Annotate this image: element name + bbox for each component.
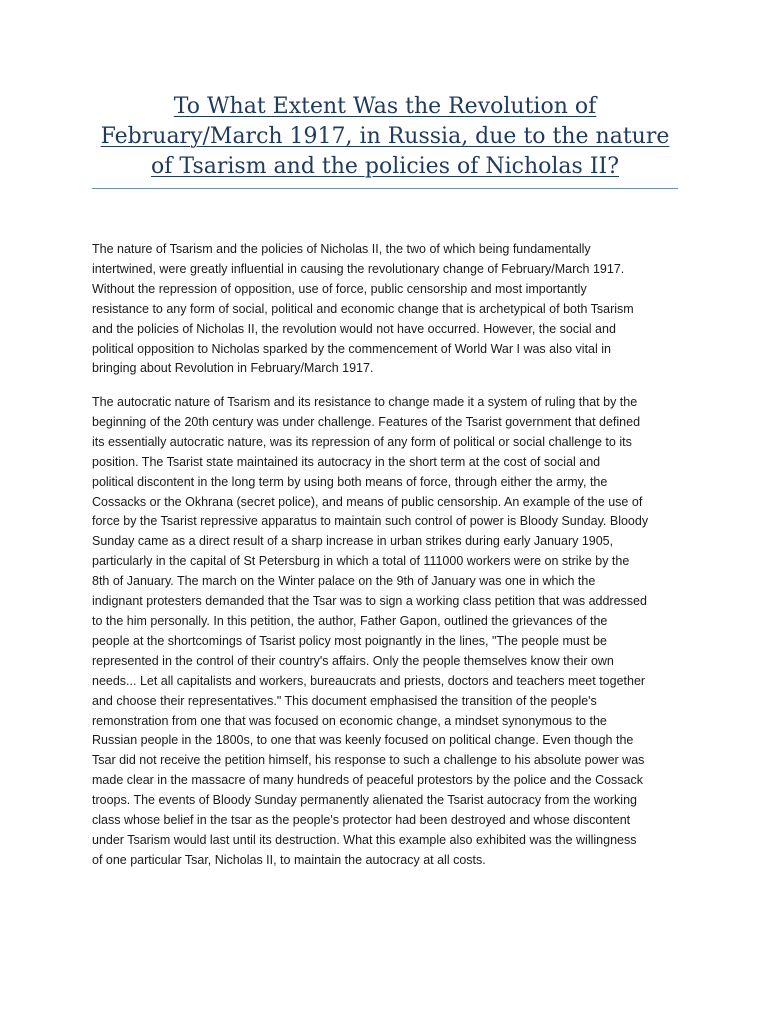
paragraph-line: to the him personally. In this petition, the author, Father Gapon, outlined the grievances of the bbox=[92, 613, 608, 628]
paragraph-line: Sunday came as a direct result of a sharp increase in urban strikes during early January 1905, bbox=[92, 534, 614, 549]
paragraph-intro bbox=[92, 240, 712, 379]
paragraph-line: The autocratic nature of Tsarism and its resistance to change made it a system of ruling that by the bbox=[92, 395, 638, 409]
paragraph-line: made clear in the massacre of many hundreds of peaceful protestors by the police and the Cossack bbox=[92, 773, 643, 788]
paragraph-line: troops. The events of Bloody Sunday permanently alienated the Tsarist autocracy from the working bbox=[92, 793, 637, 808]
paragraph-line: and choose their representatives." This document emphasised the transition of the people's bbox=[92, 693, 597, 708]
paragraph-line: resistance to any form of social, political and economic change that is archetypical of both Tsarism bbox=[92, 301, 634, 316]
paragraph-line: represented in the control of their country's affairs. Only the people themselves know their own bbox=[92, 653, 614, 668]
document-title bbox=[92, 92, 678, 182]
paragraph-line: class whose belief in the tsar as the people's protector had been destroyed and whose discontent bbox=[92, 813, 631, 828]
paragraph-line: Tsar did not receive the petition himself, his response to such a challenge to his absolute power was bbox=[92, 753, 645, 768]
paragraph-line: particularly in the capital of St Petersburg in which a total of 111000 workers were on strike by the bbox=[92, 554, 630, 569]
title-line: February/March 1917, in Russia, due to the nature bbox=[100, 124, 670, 149]
paragraph-line: and the policies of Nicholas II, the revolution would not have occurred. However, the social and bbox=[92, 321, 616, 336]
paragraph-line: bringing about Revolution in February/March 1917. bbox=[92, 361, 374, 376]
paragraph-line: of one particular Tsar, Nicholas II, to maintain the autocracy at all costs. bbox=[92, 852, 486, 867]
paragraph-autocracy bbox=[92, 393, 712, 871]
paragraph-line: intertwined, were greatly influential in causing the revolutionary change of February/March 1917. bbox=[92, 261, 625, 276]
paragraph-line: political opposition to Nicholas sparked by the commencement of World War I was also vital in bbox=[92, 341, 611, 356]
paragraph-line: 8th of January. The march on the Winter palace on the 9th of January was one in which the bbox=[92, 574, 596, 589]
paragraph-line: political discontent in the long term by using both means of force, through either the army, the bbox=[92, 474, 608, 489]
title-line: To What Extent Was the Revolution of bbox=[173, 94, 597, 119]
title-divider bbox=[92, 188, 678, 189]
paragraph-line: beginning of the 20th century was under challenge. Features of the Tsarist government that defined bbox=[92, 414, 641, 429]
paragraph-line: Cossacks or the Okhrana (secret police), and means of public censorship. An example of the use of bbox=[92, 494, 643, 509]
paragraph-line: its essentially autocratic nature, was its repression of any form of political or social challenge to its bbox=[92, 434, 632, 449]
paragraph-line: position. The Tsarist state maintained its autocracy in the short term at the cost of social and bbox=[92, 454, 601, 469]
paragraph-line: force by the Tsarist repressive apparatus to maintain such control of power is Bloody Sunday. Bloody bbox=[92, 514, 649, 529]
paragraph-line: indignant protesters demanded that the Tsar was to sign a working class petition that was addressed bbox=[92, 594, 647, 609]
paragraph-line: people at the shortcomings of Tsarist policy most poignantly in the lines, "The people must be bbox=[92, 633, 607, 648]
paragraph-line: The nature of Tsarism and the policies of Nicholas II, the two of which being fundamentally bbox=[92, 242, 591, 256]
paragraph-line: remonstration from one that was focused on economic change, a mindset synonymous to the bbox=[92, 713, 607, 728]
paragraph-line: Russian people in the 1800s, to one that was keenly focused on political change. Even though the bbox=[92, 733, 634, 748]
paragraph-line: under Tsarism would last until its destruction. What this example also exhibited was the willingness bbox=[92, 832, 637, 847]
title-line: of Tsarism and the policies of Nicholas II? bbox=[150, 154, 619, 179]
paragraph-line: Without the repression of opposition, use of force, public censorship and most importantly bbox=[92, 281, 587, 296]
paragraph-line: needs... Let all capitalists and workers, bureaucrats and priests, doctors and teachers meet together bbox=[92, 673, 646, 688]
